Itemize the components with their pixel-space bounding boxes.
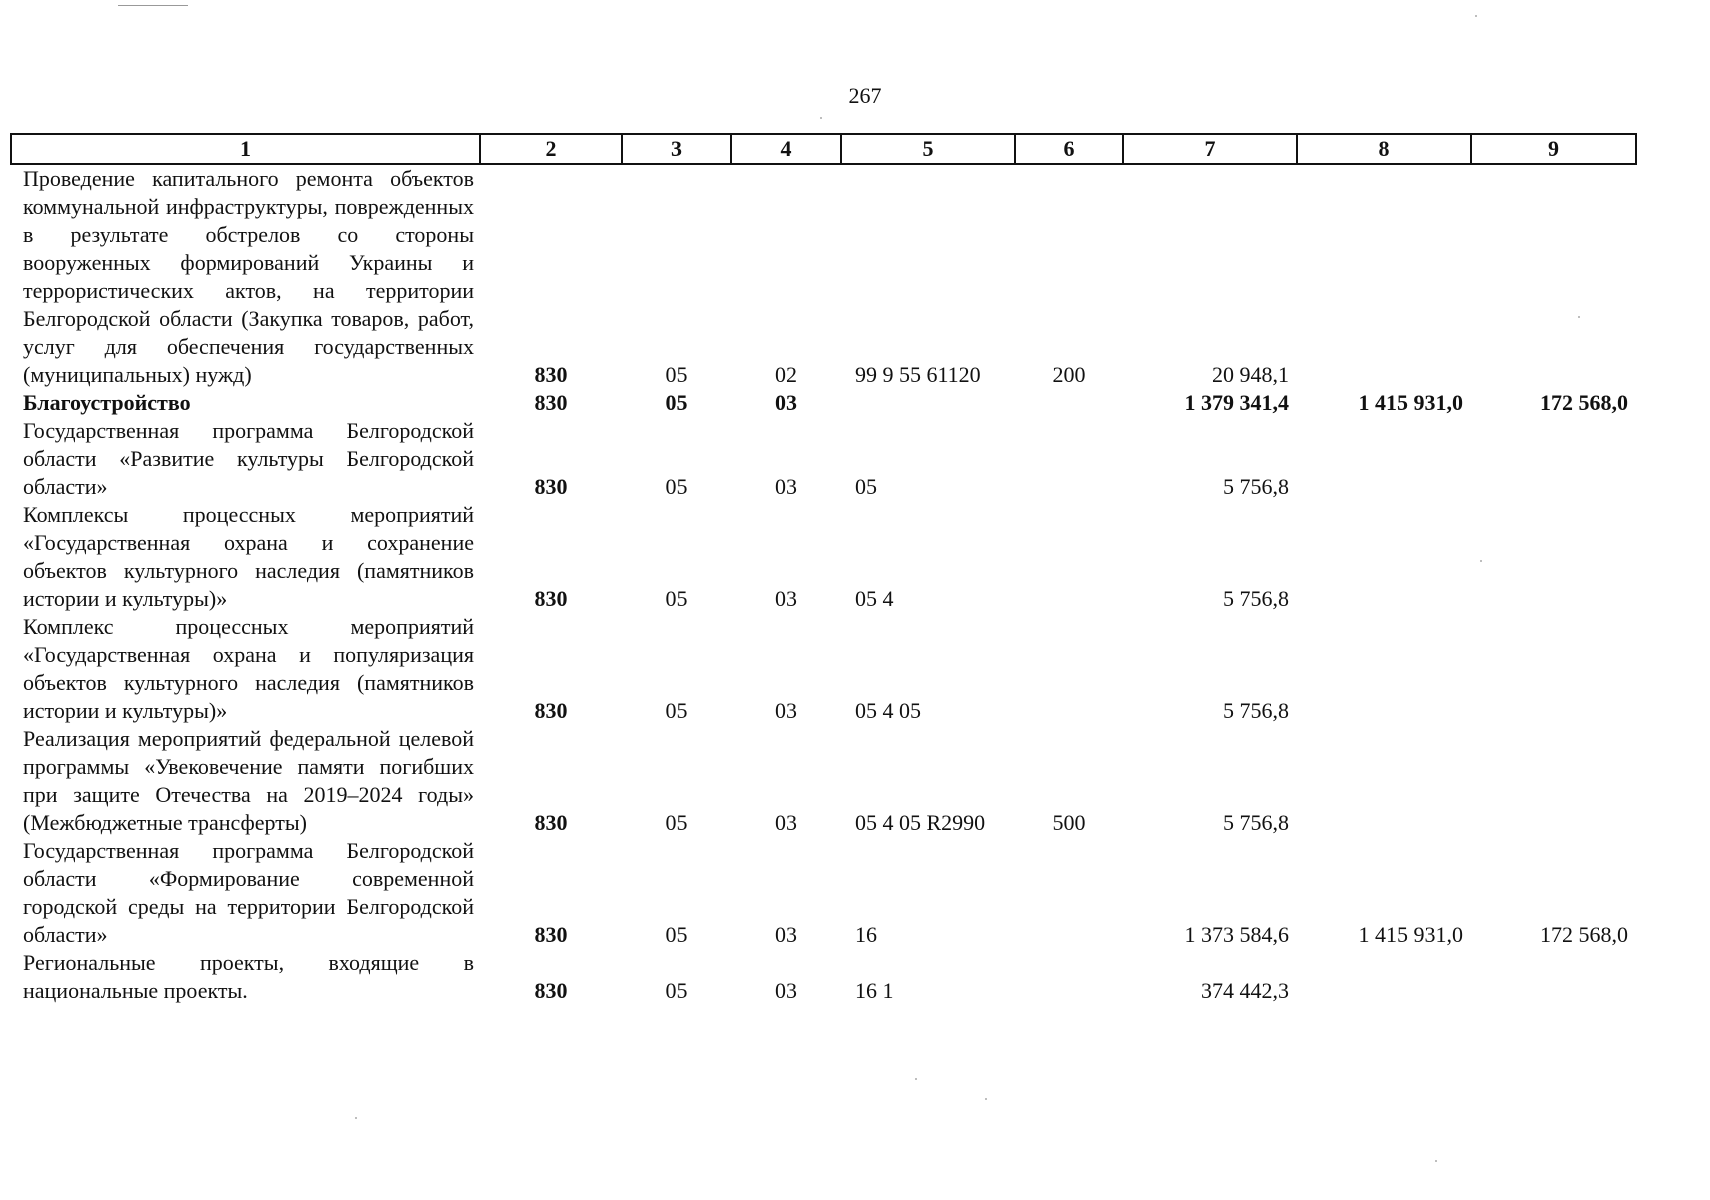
cell-expense-type	[1015, 613, 1123, 725]
cell-section: 05	[665, 362, 688, 387]
cell-target-article	[841, 389, 1015, 417]
cell-amount-3	[1471, 417, 1636, 501]
cell-amount-2	[1297, 501, 1471, 613]
cell-amount-2	[1297, 949, 1471, 1005]
scan-speck	[1435, 1160, 1437, 1162]
cell-target-article: 16	[855, 922, 877, 947]
cell-ministry-code: 830	[534, 362, 568, 387]
column-header-9: 9	[1471, 134, 1636, 164]
row-name: Проведение капитального ремонта объектов коммунальной инфраструктуры, поврежденных в результате обстрелов со стороны вооруженных формирований Украины и террористических актов, на территории Белгородской области (Закупка товаров, работ, услуг для обеспечения государственных (муниципальных) нужд)	[23, 166, 474, 387]
table-row	[11, 417, 1636, 501]
cell-amount-1: 1 379 341,4	[1184, 390, 1289, 415]
cell-amount-1: 5 756,8	[1223, 586, 1289, 611]
cell-target-article: 16 1	[855, 978, 894, 1003]
cell-section: 05	[665, 698, 688, 723]
cell-ministry-code: 830	[534, 474, 568, 499]
scan-speck	[1475, 15, 1477, 17]
table-row	[11, 501, 1636, 613]
table-row	[11, 837, 1636, 949]
cell-amount-3: 172 568,0	[1540, 922, 1628, 947]
cell-subsection: 03	[775, 390, 797, 415]
cell-section: 05	[665, 810, 688, 835]
cell-subsection: 02	[775, 362, 797, 387]
row-name: Государственная программа Белгородской области «Развитие культуры Белгородской области»	[23, 418, 474, 499]
cell-ministry-code: 830	[534, 922, 568, 947]
page-number: 267	[848, 83, 882, 108]
row-name: Реализация мероприятий федеральной целевой программы «Увековечение памяти погибших при защите Отечества на 2019–2024 годы» (Межбюджетные трансферты)	[23, 726, 474, 835]
column-header-6: 6	[1015, 134, 1123, 164]
column-header-8: 8	[1297, 134, 1471, 164]
cell-subsection: 03	[775, 698, 797, 723]
cell-amount-3	[1471, 501, 1636, 613]
cell-amount-1: 5 756,8	[1223, 474, 1289, 499]
cell-subsection: 03	[775, 922, 797, 947]
cell-ministry-code: 830	[534, 698, 568, 723]
cell-amount-2	[1297, 613, 1471, 725]
table-row	[11, 949, 1636, 1005]
cell-target-article: 05	[855, 474, 877, 499]
cell-ministry-code: 830	[534, 586, 568, 611]
cell-amount-3: 172 568,0	[1540, 390, 1628, 415]
row-name: Комплексы процессных мероприятий «Государственная охрана и сохранение объектов культурного наследия (памятников истории и культуры)»	[23, 502, 474, 611]
cell-subsection: 03	[775, 810, 797, 835]
cell-subsection: 03	[775, 474, 797, 499]
column-header-2: 2	[480, 134, 622, 164]
column-header-4: 4	[731, 134, 841, 164]
cell-amount-3	[1471, 613, 1636, 725]
cell-amount-3	[1471, 164, 1636, 389]
cell-amount-2: 1 415 931,0	[1358, 922, 1463, 947]
cell-amount-2: 1 415 931,0	[1358, 390, 1463, 415]
cell-amount-1: 5 756,8	[1223, 810, 1289, 835]
cell-section: 05	[665, 390, 688, 415]
cell-section: 05	[665, 922, 688, 947]
table-row	[11, 725, 1636, 837]
cell-section: 05	[665, 474, 688, 499]
cell-target-article: 05 4 05 R2990	[855, 810, 986, 835]
cell-amount-1: 20 948,1	[1212, 362, 1289, 387]
table-row	[11, 613, 1636, 725]
cell-amount-2	[1297, 417, 1471, 501]
column-header-3: 3	[622, 134, 731, 164]
cell-amount-3	[1471, 725, 1636, 837]
scan-speck	[985, 1098, 987, 1100]
cell-subsection: 03	[775, 586, 797, 611]
cell-amount-2	[1297, 725, 1471, 837]
scan-artifact	[118, 5, 188, 6]
cell-expense-type: 200	[1052, 362, 1086, 387]
cell-ministry-code: 830	[534, 810, 568, 835]
column-header-5: 5	[841, 134, 1015, 164]
cell-target-article: 99 9 55 61120	[855, 362, 981, 387]
row-name: Региональные проекты, входящие в национальные проекты.	[23, 950, 474, 1003]
table-body	[11, 164, 1636, 1005]
row-name: Благоустройство	[23, 390, 191, 415]
cell-section: 05	[665, 586, 688, 611]
table-header	[11, 134, 1636, 164]
table-row	[11, 389, 1636, 417]
cell-amount-1: 5 756,8	[1223, 698, 1289, 723]
row-name: Государственная программа Белгородской области «Формирование современной городской среды на территории Белгородской области»	[23, 838, 474, 947]
cell-amount-3	[1471, 949, 1636, 1005]
column-header-1: 1	[11, 134, 480, 164]
cell-expense-type	[1015, 949, 1123, 1005]
cell-target-article: 05 4 05	[855, 698, 921, 723]
cell-expense-type	[1015, 501, 1123, 613]
scan-speck	[355, 1117, 357, 1119]
budget-table	[10, 133, 1637, 1005]
cell-amount-1: 1 373 584,6	[1184, 922, 1289, 947]
cell-ministry-code: 830	[534, 390, 568, 415]
cell-section: 05	[665, 978, 688, 1003]
table-row	[11, 164, 1636, 389]
cell-target-article: 05 4	[855, 586, 894, 611]
column-header-7: 7	[1123, 134, 1297, 164]
cell-expense-type	[1015, 417, 1123, 501]
cell-expense-type	[1015, 837, 1123, 949]
cell-amount-2	[1297, 164, 1471, 389]
cell-amount-1: 374 442,3	[1201, 978, 1289, 1003]
cell-expense-type: 500	[1052, 810, 1086, 835]
cell-ministry-code: 830	[534, 978, 568, 1003]
scan-speck	[915, 1078, 917, 1080]
row-name: Комплекс процессных мероприятий «Государственная охрана и популяризация объектов культурного наследия (памятников истории и культуры)»	[23, 614, 474, 723]
scan-speck	[820, 117, 822, 119]
cell-expense-type	[1015, 389, 1123, 417]
cell-subsection: 03	[775, 978, 797, 1003]
